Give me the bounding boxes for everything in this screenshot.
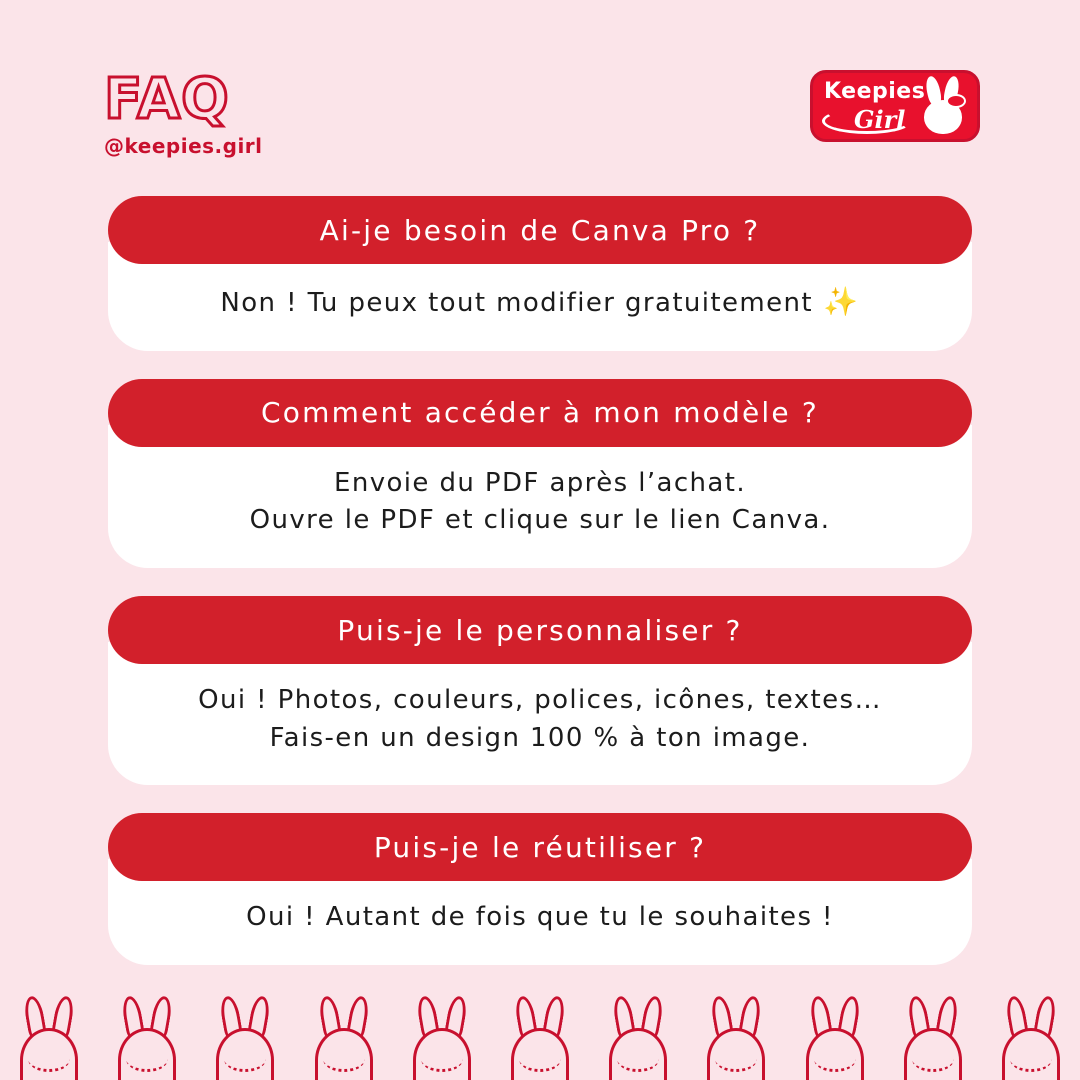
brand-logo [810, 70, 980, 142]
faq-answer-line: Ouvre le PDF et clique sur le lien Canva. [249, 505, 831, 536]
logo-text-top: Keepies [824, 79, 926, 104]
faq-item [108, 196, 972, 351]
faq-answer-line: Envoie du PDF après l’achat. [334, 467, 746, 498]
faq-question[interactable]: Comment accéder à mon modèle ? [108, 379, 972, 447]
bunny-dots-icon [715, 1046, 757, 1072]
bunny-dots-icon [617, 1046, 659, 1072]
bunny-bow-icon [946, 94, 966, 108]
bunny-outline-icon [497, 996, 583, 1080]
poster-header [0, 62, 1080, 182]
faq-answer-line: Non ! Tu peux tout modifier gratuitement ✨ [220, 285, 860, 318]
page-title: FAQ [104, 67, 230, 132]
faq-question[interactable]: Ai-je besoin de Canva Pro ? [108, 196, 972, 264]
bunny-dots-icon [323, 1046, 365, 1072]
bunny-outline-icon [890, 996, 976, 1080]
social-handle: @keepies.girl [104, 134, 263, 158]
bunny-dots-icon [126, 1046, 168, 1072]
logo-text-bottom: Girl [854, 105, 906, 134]
bunny-dots-icon [814, 1046, 856, 1072]
bunny-outline-icon [104, 996, 190, 1080]
faq-answer-line: Oui ! Photos, couleurs, polices, icônes, textes… [198, 685, 882, 716]
faq-item [108, 813, 972, 965]
faq-item [108, 379, 972, 568]
bunny-outline-icon [792, 996, 878, 1080]
faq-question[interactable]: Puis-je le personnaliser ? [108, 596, 972, 664]
faq-item [108, 596, 972, 785]
bunny-outline-icon [6, 996, 92, 1080]
bunny-dots-icon [519, 1046, 561, 1072]
bunny-dots-icon [912, 1046, 954, 1072]
bunny-icon [916, 76, 972, 136]
bunny-outline-icon [399, 996, 485, 1080]
bunny-outline-icon [301, 996, 387, 1080]
bunny-dots-icon [421, 1046, 463, 1072]
bunny-outline-icon [693, 996, 779, 1080]
faq-answer-line: Oui ! Autant de fois que tu le souhaites ! [246, 902, 834, 933]
faq-heading-block [104, 67, 263, 158]
bunny-dots-icon [1010, 1046, 1052, 1072]
bunny-outline-icon [202, 996, 288, 1080]
sparkle-icon: ✨ [813, 285, 860, 318]
faq-question[interactable]: Puis-je le réutiliser ? [108, 813, 972, 881]
bunny-border-decoration [0, 988, 1080, 1080]
faq-answer-line: Fais-en un design 100 % à ton image. [269, 722, 811, 753]
bunny-dots-icon [28, 1046, 70, 1072]
bunny-outline-icon [988, 996, 1074, 1080]
bunny-outline-icon [595, 996, 681, 1080]
faq-list [108, 196, 972, 993]
